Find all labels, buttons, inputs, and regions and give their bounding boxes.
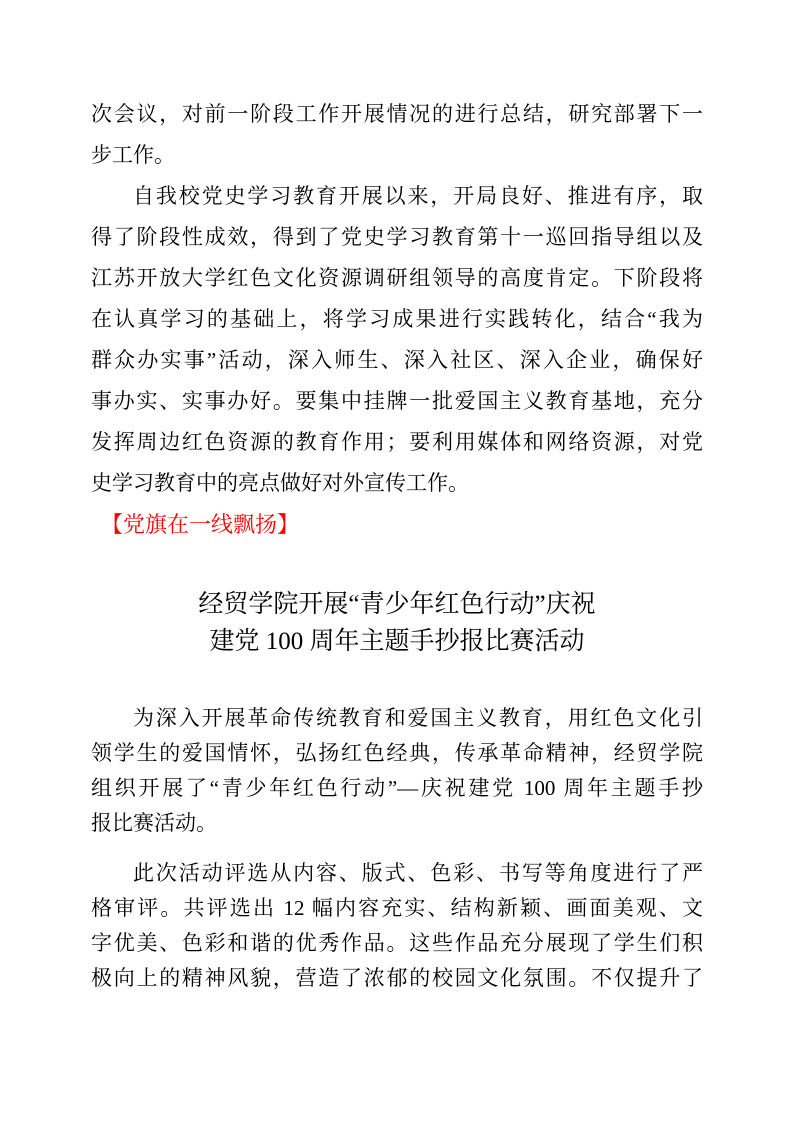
- text-line: 发挥周边红色资源的教育作用；要利用媒体和网络资源，对党: [91, 430, 703, 454]
- body-paragraph: [91, 94, 703, 176]
- text-line: 史学习教育中的亮点做好对外宣传工作。: [91, 471, 469, 495]
- article-title-line: 建党 100 周年主题手抄报比赛活动: [209, 628, 585, 655]
- text-line: 极向上的精神风貌，营造了浓郁的校园文化氛围。不仅提升了: [91, 966, 703, 990]
- article-title-line: 经贸学院开展“青少年红色行动”庆祝: [198, 591, 596, 618]
- text-line: 次会议，对前一阶段工作开展情况的进行总结，研究部署下一: [91, 102, 703, 126]
- body-paragraph: [91, 176, 703, 504]
- text-line: 此次活动评选从内容、版式、色彩、书写等角度进行了严: [133, 861, 703, 885]
- text-line: 事办实、实事办好。要集中挂牌一批爱国主义教育基地，充分: [91, 389, 703, 413]
- body-paragraph: [91, 856, 703, 996]
- text-line: 群众办实事”活动，深入师生、深入社区、深入企业，确保好: [91, 348, 703, 372]
- body-paragraph: [91, 701, 703, 841]
- text-line: 字优美、色彩和谐的优秀作品。这些作品充分展现了学生们积: [91, 931, 703, 955]
- text-line: 领学生的爱国情怀，弘扬红色经典，传承革命精神，经贸学院: [91, 741, 703, 765]
- text-line: 江苏开放大学红色文化资源调研组领导的高度肯定。下阶段将: [91, 266, 703, 290]
- text-line: 报比赛活动。: [91, 811, 217, 835]
- text-line: 步工作。: [91, 143, 175, 167]
- text-line: 格审评。共评选出 12 幅内容充实、结构新颖、画面美观、文: [91, 896, 703, 920]
- text-line: 组织开展了“青少年红色行动”—庆祝建党 100 周年主题手抄: [91, 776, 703, 800]
- text-line: 自我校党史学习教育开展以来，开局良好、推进有序，取: [133, 184, 703, 208]
- text-line: 为深入开展革命传统教育和爱国主义教育，用红色文化引: [133, 706, 703, 730]
- red-section-heading: 【党旗在一线飘扬】: [101, 512, 300, 537]
- article-title: [91, 586, 703, 660]
- text-line: 得了阶段性成效，得到了党史学习教育第十一巡回指导组以及: [91, 225, 703, 249]
- text-line: 在认真学习的基础上，将学习成果进行实践转化，结合“我为: [91, 307, 703, 331]
